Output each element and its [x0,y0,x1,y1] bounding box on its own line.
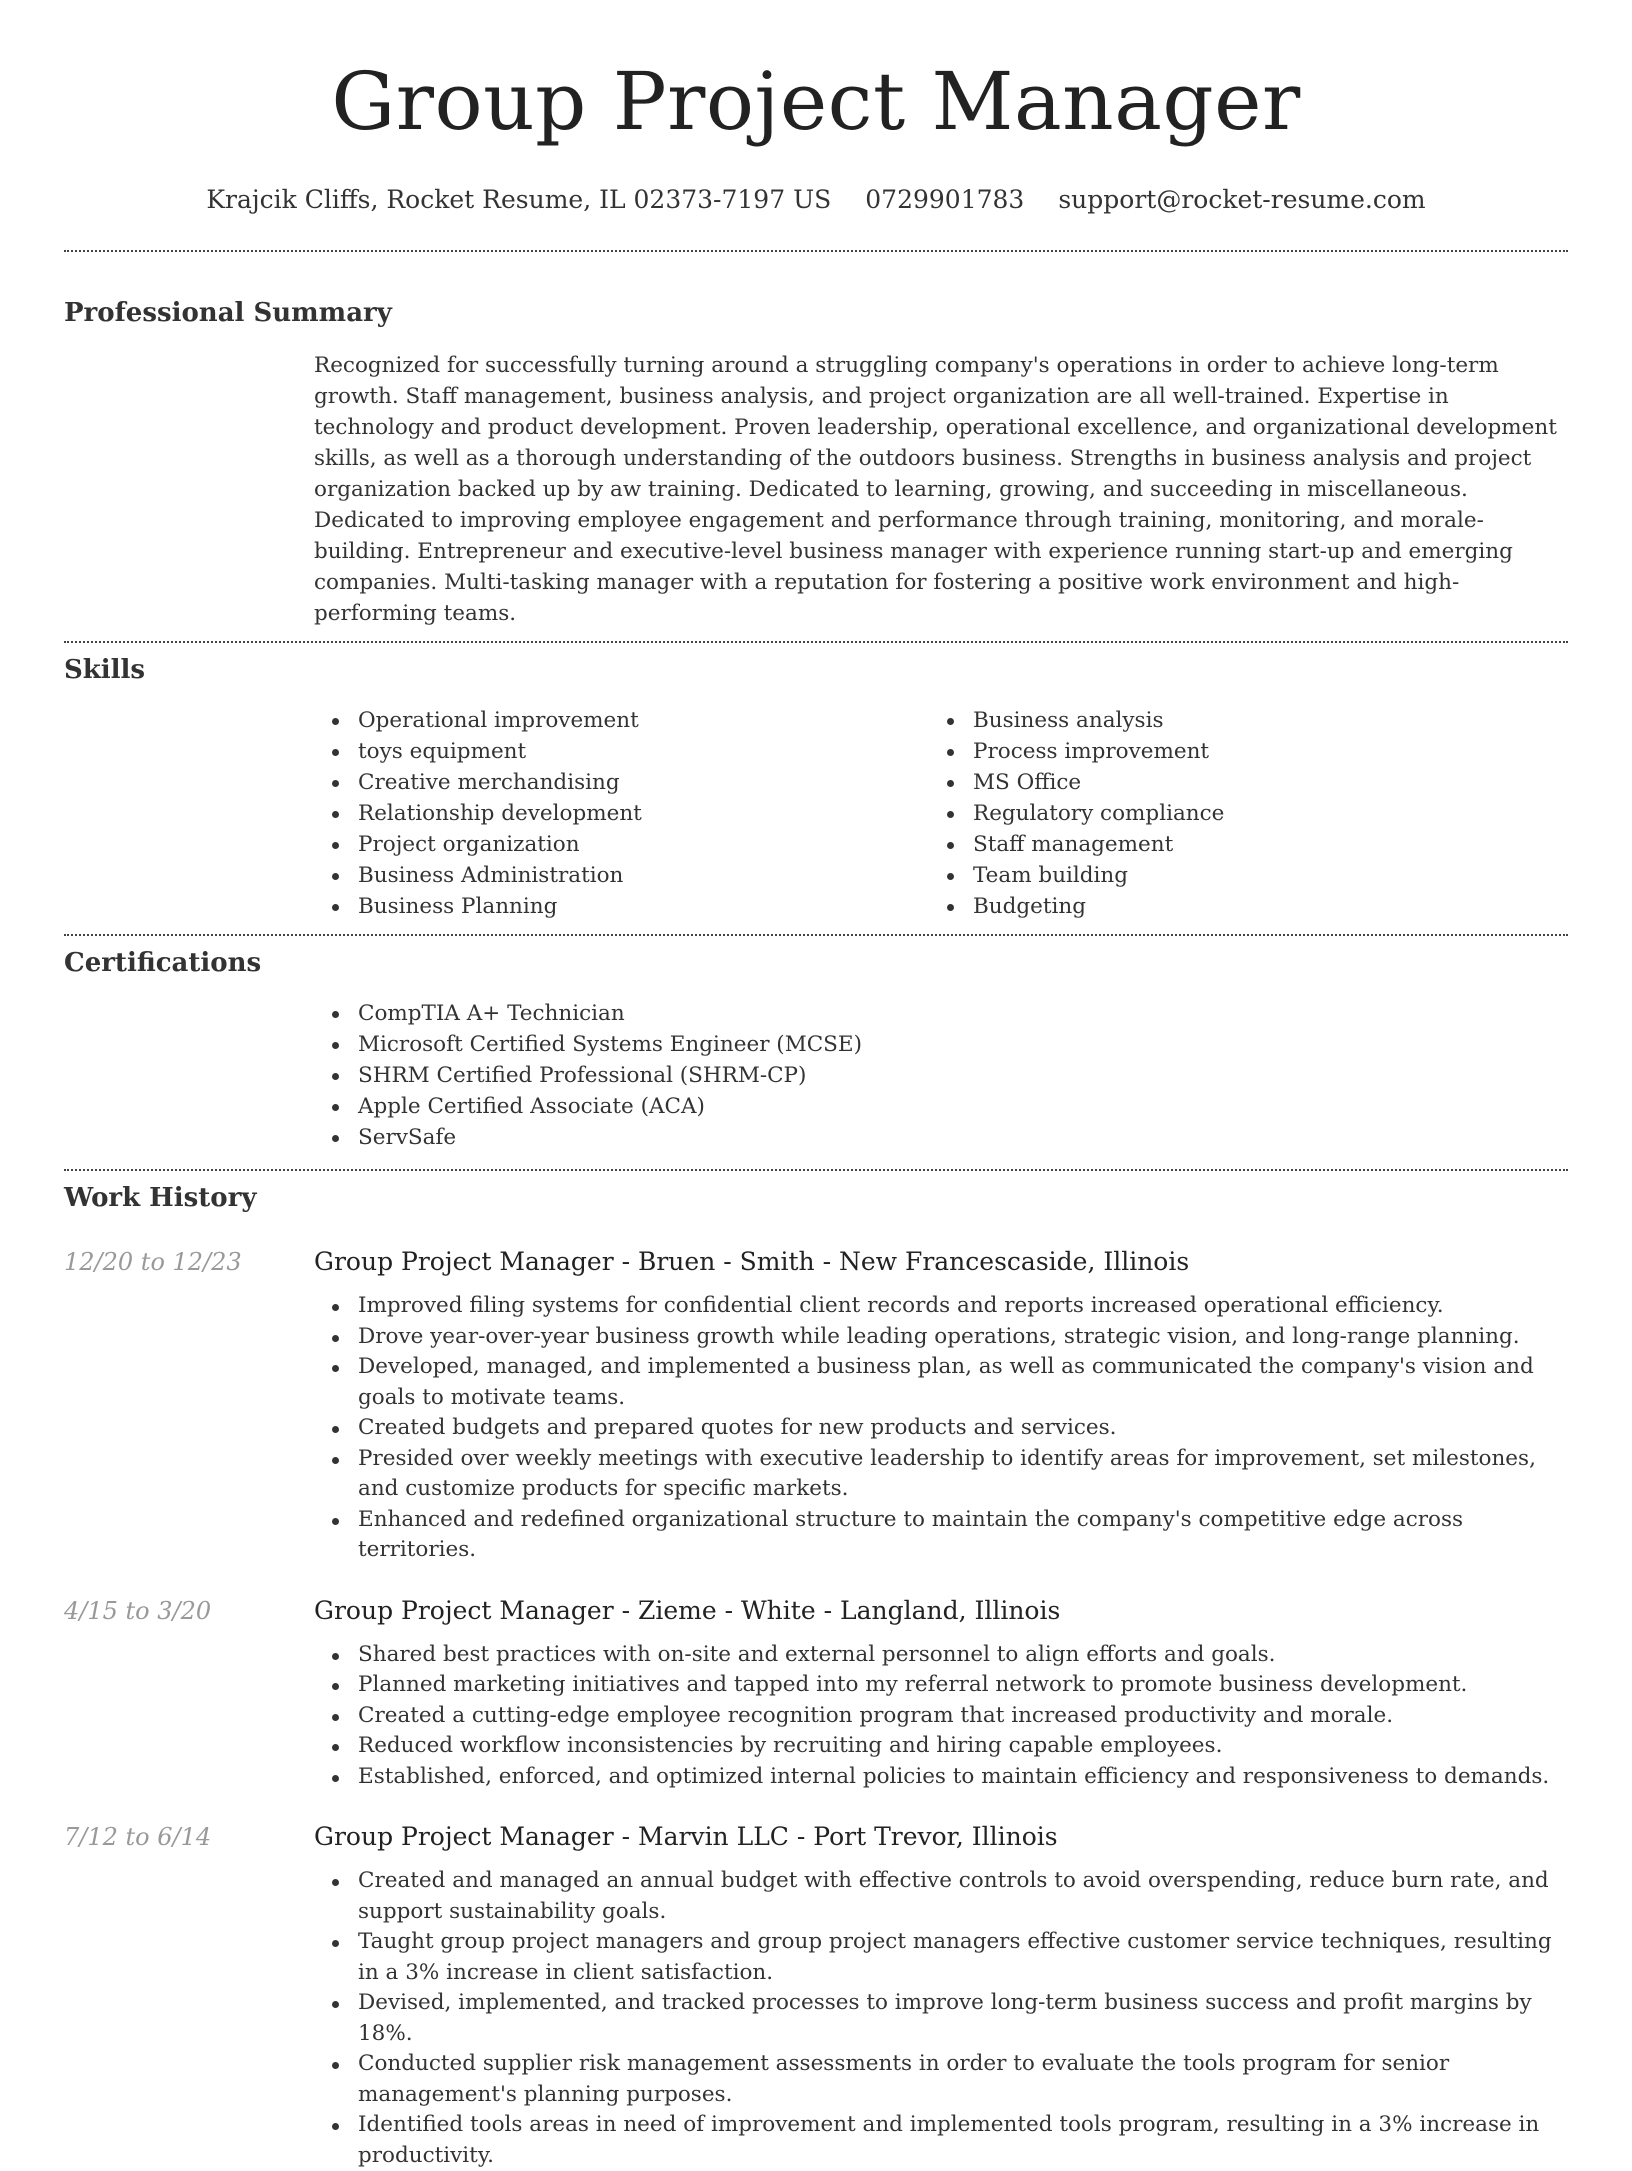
skills-column-left [314,705,929,922]
skill-item: MS Office [929,767,1544,798]
job-bullet: Created budgets and prepared quotes for new products and services. [314,1413,1568,1444]
skills-list [314,705,1568,934]
certification-item: CompTIA A+ Technician [314,998,1568,1029]
job-title: Group Project Manager - Bruen - Smith - New Francescaside, Illinois [314,1247,1190,1276]
summary-heading: Professional Summary [64,298,392,328]
skill-item: Business Planning [314,891,929,922]
certification-item: SHRM Certified Professional (SHRM-CP) [314,1060,1568,1091]
job-details [314,1594,1568,1793]
job-bullets [314,1640,1568,1793]
job-bullet: Developed, managed, and implemented a business plan, as well as communicated the company's vision and goals to motivate teams. [314,1352,1568,1413]
skill-item: Project organization [314,829,929,860]
divider [64,250,1568,252]
skill-item: Creative merchandising [314,767,929,798]
job-bullet: Shared best practices with on-site and external personnel to align efforts and goals. [314,1640,1568,1671]
job-bullet: Presided over weekly meetings with executive leadership to identify areas for improvement, set milestones, and customize products for specific markets. [314,1444,1568,1505]
job-details [314,1820,1568,2171]
contact-email: support@rocket-resume.com [1058,185,1426,214]
contact-line [64,184,1568,216]
skill-item: Business analysis [929,705,1544,736]
job-dates: 4/15 to 3/20 [64,1596,212,1625]
job-bullet: Improved filing systems for confidential client records and reports increased operational efficiency. [314,1291,1568,1322]
skill-item: Regulatory compliance [929,798,1544,829]
certification-item: Apple Certified Associate (ACA) [314,1091,1568,1122]
job-bullet: Planned marketing initiatives and tapped into my referral network to promote business development. [314,1670,1568,1701]
job-bullet: Taught group project managers and group project managers effective customer service techniques, resulting in a 3% increase in client satisfaction. [314,1927,1568,1988]
divider [64,641,1568,643]
certifications-items [314,998,1568,1153]
skill-item: Budgeting [929,891,1544,922]
job-bullet: Devised, implemented, and tracked processes to improve long-term business success and profit margins by 18%. [314,1988,1568,2049]
skill-item: Staff management [929,829,1544,860]
job-title: Group Project Manager - Marvin LLC - Port Trevor, Illinois [314,1822,1058,1851]
skill-item: Team building [929,860,1544,891]
skill-item: Relationship development [314,798,929,829]
skills-heading: Skills [64,655,146,685]
job-bullet: Created a cutting-edge employee recognition program that increased productivity and morale. [314,1701,1568,1732]
divider [64,1169,1568,1171]
divider [64,934,1568,936]
job-bullet: Drove year-over-year business growth while leading operations, strategic vision, and long-range planning. [314,1322,1568,1353]
work-history-heading: Work History [64,1183,257,1213]
job-entry [64,1594,1568,1793]
certifications-list [314,998,1568,1169]
skill-item: Business Administration [314,860,929,891]
job-bullets [314,1866,1568,2171]
certifications-heading: Certifications [64,948,262,978]
job-bullet: Established, enforced, and optimized internal policies to maintain efficiency and responsiveness to demands. [314,1762,1568,1793]
contact-phone: 0729901783 [865,185,1025,214]
skill-item: Operational improvement [314,705,929,736]
skills-column-right [929,705,1544,922]
job-bullet: Conducted supplier risk management assessments in order to evaluate the tools program for senior management's planning purposes. [314,2049,1568,2110]
job-bullet: Created and managed an annual budget with effective controls to avoid overspending, reduce burn rate, and support sustainability goals. [314,1866,1568,1927]
job-entry [64,1245,1568,1566]
summary-text: Recognized for successfully turning around a struggling company's operations in order to achieve long-term growth. Staff management, business analysis, and project organization are all well-trained. Expertise in technology and product development. Proven leadership, operational excellence, and organizational development skills, as well as a thorough understanding of the outdoors business. Strengths in business analysis and project organization backed up by aw training. Dedicated to learning, growing, and succeeding in miscellaneous. Dedicated to improving employee engagement and performance through training, monitoring, and morale-building. Entrepreneur and executive-level business manager with experience running start-up and emerging companies. Multi-tasking manager with a reputation for fostering a positive work environment and high-performing teams. [314,353,1557,626]
certification-item: Microsoft Certified Systems Engineer (MCSE) [314,1029,1568,1060]
work-history-list [64,1245,1568,2171]
job-bullet: Enhanced and redefined organizational structure to maintain the company's competitive edge across territories. [314,1505,1568,1566]
contact-address: Krajcik Cliffs, Rocket Resume, IL 02373-7197 US [206,185,832,214]
resume-title: Group Project Manager [331,55,1301,148]
job-bullet: Identified tools areas in need of improvement and implemented tools program, resulting in a 3% increase in productivity. [314,2110,1568,2171]
skill-item: Process improvement [929,736,1544,767]
job-entry [64,1820,1568,2171]
job-bullet: Reduced workflow inconsistencies by recruiting and hiring capable employees. [314,1731,1568,1762]
job-dates: 12/20 to 12/23 [64,1248,242,1276]
job-details [314,1245,1568,1566]
job-title: Group Project Manager - Zieme - White - Langland, Illinois [314,1595,1061,1625]
certification-item: ServSafe [314,1122,1568,1153]
job-bullets [314,1291,1568,1566]
job-dates: 7/12 to 6/14 [64,1823,212,1851]
skill-item: toys equipment [314,736,929,767]
